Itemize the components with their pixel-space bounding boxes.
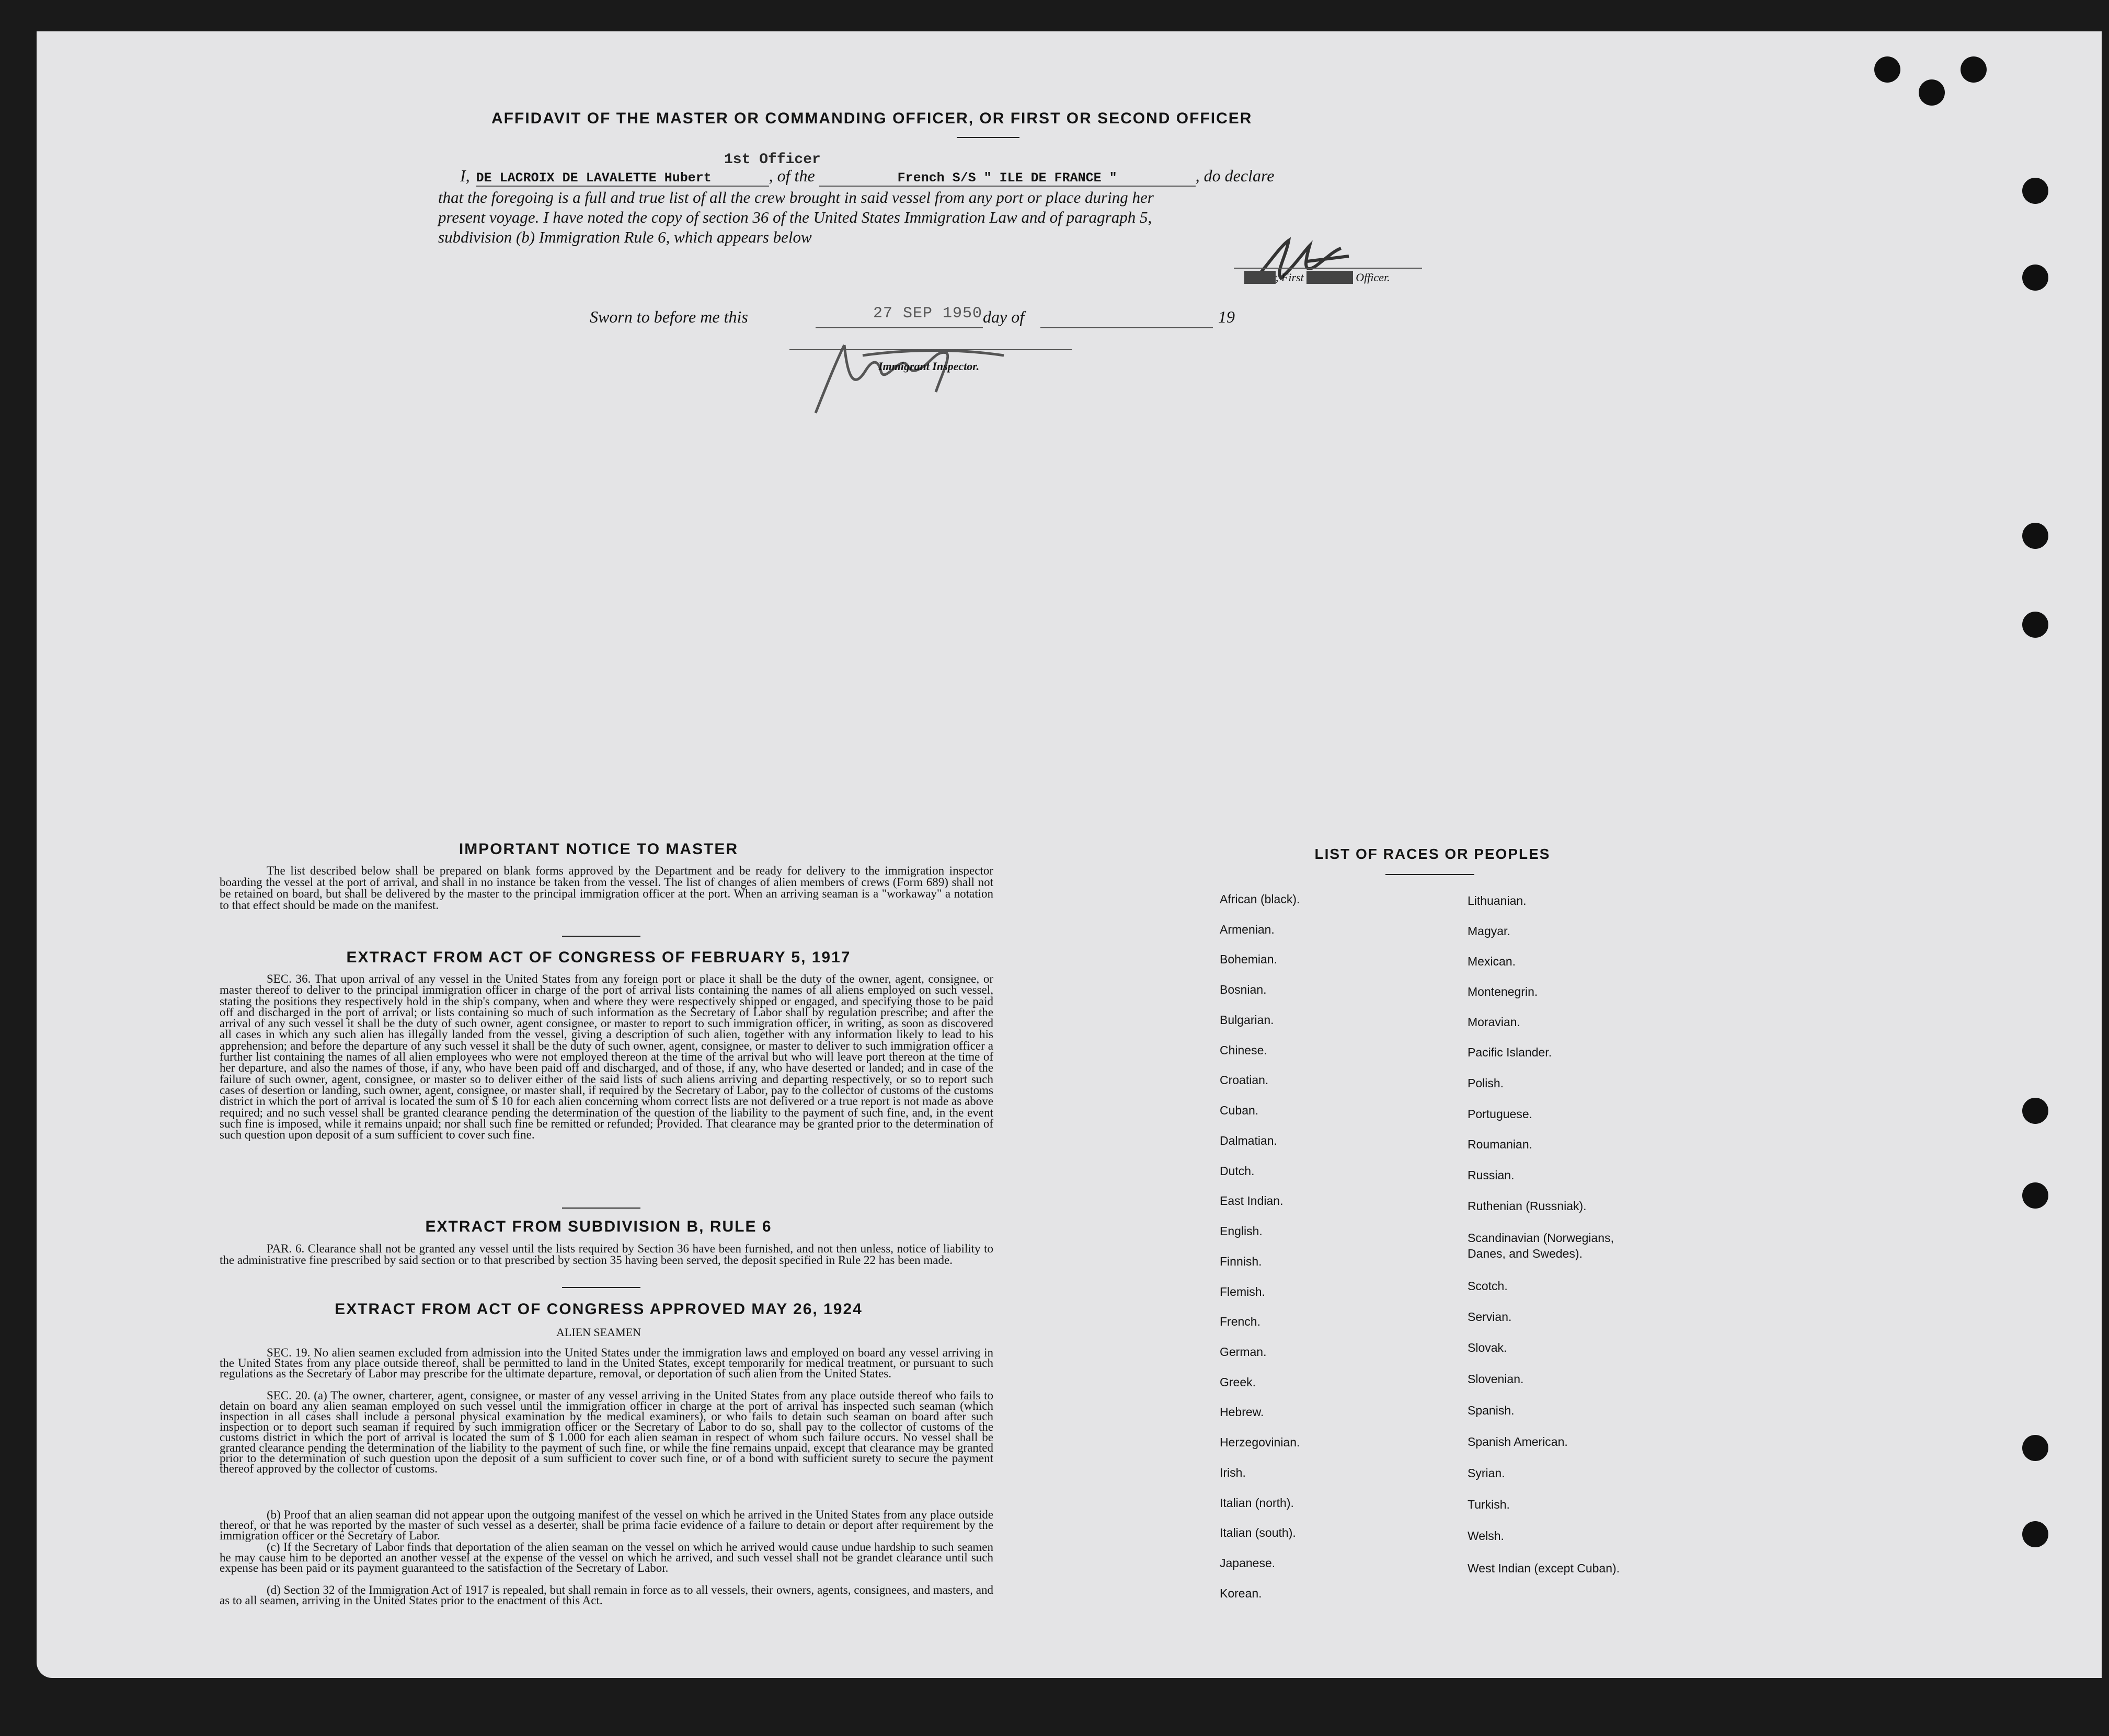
race-item: Magyar.: [1468, 924, 1510, 938]
extract-1917-title: EXTRACT FROM ACT OF CONGRESS OF FEBRUARY 5, 1917: [346, 949, 851, 966]
race-item: Polish.: [1468, 1076, 1504, 1090]
race-item: West Indian (except Cuban).: [1468, 1561, 1620, 1575]
affidavit-line-3: present voyage. I have noted the copy of section 36 of the United States Immigration Law and of paragraph 5,: [438, 208, 1152, 226]
race-item: Scandinavian (Norwegians, Danes, and Swedes).: [1468, 1231, 1614, 1260]
notice-rule: [562, 936, 640, 937]
race-item: Slovak.: [1468, 1341, 1507, 1354]
extract-1924-sec19: SEC. 19. No alien seamen excluded from admission into the United States under the immigration laws and employed on board any vessel arriving in the United States from any place outside thereof, shall be permitted to land in the United States, except temporarily for medical treatment, or pursuant to such regulations as the Secretary of Labor may prescribe for the ultimate departure, removal, or deportation of such alien from the United States.: [220, 1346, 993, 1380]
race-item: Pacific Islander.: [1468, 1045, 1552, 1059]
race-item: Herzegovinian.: [1220, 1435, 1300, 1449]
race-item: Bosnian.: [1220, 983, 1267, 996]
race-item: Spanish.: [1468, 1404, 1515, 1417]
race-item: Lithuanian.: [1468, 894, 1527, 907]
race-item: Ruthenian (Russniak).: [1468, 1199, 1587, 1213]
notice-title: IMPORTANT NOTICE TO MASTER: [459, 841, 739, 858]
race-item: Flemish.: [1220, 1285, 1265, 1298]
race-item: Welsh.: [1468, 1529, 1504, 1543]
punch-hole: [2022, 523, 2048, 549]
race-item: Italian (north).: [1220, 1496, 1294, 1510]
sworn-year: 19: [1218, 307, 1235, 326]
affidavit-prefix: I,: [460, 166, 470, 185]
race-item: Russian.: [1468, 1168, 1515, 1182]
race-item: Japanese.: [1220, 1556, 1276, 1570]
vessel-name: French S/S " ILE DE FRANCE ": [819, 170, 1196, 187]
race-item: English.: [1220, 1224, 1263, 1238]
caption-master-struck: Master: [1244, 271, 1276, 284]
race-item: Finnish.: [1220, 1255, 1262, 1268]
race-item: German.: [1220, 1345, 1267, 1359]
race-item: Bohemian.: [1220, 952, 1277, 966]
inspector-signature: [795, 335, 1025, 418]
race-item: Roumanian.: [1468, 1137, 1533, 1151]
title-rule: [957, 137, 1019, 138]
race-item: Dutch.: [1220, 1164, 1255, 1178]
punch-hole: [1874, 56, 1900, 83]
punch-hole: [2022, 265, 2048, 291]
do-declare-text: , do declare: [1195, 166, 1275, 185]
sworn-date-stamp: 27 SEP 1950: [873, 305, 983, 323]
punch-hole: [2022, 1098, 2048, 1124]
punch-hole: [2022, 612, 2048, 638]
race-item: Portuguese.: [1468, 1107, 1533, 1121]
extract-1917-body: SEC. 36. That upon arrival of any vessel in the United States from any foreign port or place it shall be the duty of the owner, agent, consignee, or master thereof to deliver to the principal immigration officer in charge of the port of arrival lists containing the names of all aliens employed on such vessel, stating the positions they respectively hold in the ship's company, when and where they were respectively shipped or engaged, and specifying those to be paid off and discharged in the port of arrival; or lists containing so much of such information as the Secretary of Labor shall by regulation prescribe; and after the arrival of any such vessel it shall be the duty of such owner, agent consignee, or master to report to such immigration officer, in writing, as soon as discovered all cases in which any such alien has illegally landed from the vessel, giving a description of such alien, together with any information likely to lead to his apprehension; and before the departure of any such vessel it shall be the duty of such owner, agent, consignee, or master to deliver to such immigration officer a further list containing the names of all alien employees who were not employed thereon at the time of the arrival but who will leave port thereon at the time of her departure, and also the names of those, if any, who have been paid off and discharged, and of those, if any, who have deserted or landed; and in case of the failure of such owner, agent, consignee, or master so to deliver either of the said lists of such aliens arriving and departing respectively, or so to report such cases of desertion or landing, such owner, agent, consignee, or master shall, if required by the Secretary of Labor, pay to the collector of customs of the customs district in which the port of arrival is located the sum of $ 10 for each alien concerning whom correct lists are not delivered or a true report is not made as above required; and no such vessel shall be granted clearance pending the determination of the question of the liability to the payment of such fine, and, in the event such fine is imposed, while it remains unpaid; nor shall such fine be remitted or refunded; Provided. That clearance may be granted prior to the determination of such question upon deposit of a sum sufficient to cover such fine.: [220, 972, 993, 1142]
race-item: Turkish.: [1468, 1498, 1510, 1511]
race-item: Cuban.: [1220, 1103, 1259, 1117]
officer-signature-line: [1234, 268, 1422, 269]
race-item: Moravian.: [1468, 1015, 1520, 1029]
race-item: Greek.: [1220, 1375, 1256, 1389]
extract-1924-sec20a: SEC. 20. (a) The owner, charterer, agent, consignee, or master of any vessel arriving in the United States from any place outside thereof who fails to detain on board any alien seaman employed on such vessel until the immigration officer in charge at the port of arrival has inspected such seaman (which inspection in all cases shall include a personal physical examination by the medical examiners), or who fails to detain such seaman on board after such inspection or to deport such seaman if required by such immigration officer or the Secretary of Labor to do so, shall pay to the collector of customs of the customs district in which the port of arrival is located the sum of $ 1.000 for each alien seaman in respect of whom such failure occurs. No vessel shall be granted clearance pending the determination of the liability to the payment of such fine, or while the fine remains unpaid, except that clearance may be granted prior to the determination of such question upon the deposit of a sum sufficient to cover such fine, or of a bond with sufficient surety to secure the payment thereof approved by the collector of customs.: [220, 1389, 993, 1475]
race-item: Servian.: [1468, 1310, 1512, 1324]
punch-hole: [2022, 1182, 2048, 1209]
race-item: Scotch.: [1468, 1279, 1508, 1293]
affidavit-line-2: that the foregoing is a full and true list of all the crew brought in said vessel from any port or place during her: [438, 188, 1154, 206]
race-item: Syrian.: [1468, 1466, 1505, 1480]
caption-first: , First: [1275, 271, 1304, 284]
races-title: LIST OF RACES OR PEOPLES: [1314, 846, 1551, 862]
extract-1924-sec20c: (c) If the Secretary of Labor finds that deportation of the alien seaman on the vessel on which he arrived would cause undue hardship to such seamen he may cause him to be deported an another vessel at the expense of the vessel on which he arrived, and such vessel shall not be grandet clearance until such expense has been paid or its payment guaranteed to the satisfaction of the Secretary of Labor.: [220, 1540, 993, 1574]
races-rule: [1385, 874, 1474, 875]
race-item: French.: [1220, 1315, 1260, 1328]
punch-hole: [1961, 56, 1987, 83]
inspector-caption: Immigrant Inspector.: [878, 360, 980, 373]
affidavit-line-1: [460, 166, 1427, 187]
race-item: Mexican.: [1468, 955, 1516, 968]
officer-name: DE LACROIX DE LAVALETTE Hubert: [476, 170, 769, 187]
race-item: Dalmatian.: [1220, 1134, 1277, 1147]
race-item: Italian (south).: [1220, 1526, 1296, 1539]
punch-hole: [2022, 1435, 2048, 1461]
extract-1924-subtitle: ALIEN SEAMEN: [556, 1326, 641, 1339]
race-item: Irish.: [1220, 1466, 1246, 1479]
caption-officer: Officer.: [1356, 271, 1390, 284]
race-item: East Indian.: [1220, 1194, 1283, 1208]
sworn-prefix: Sworn to before me this: [590, 307, 748, 326]
punch-hole: [2022, 178, 2048, 204]
race-item: Bulgarian.: [1220, 1013, 1274, 1027]
race-item: Montenegrin.: [1468, 985, 1538, 998]
notice-body: The list described below shall be prepared on blank forms approved by the Department and be ready for delivery to the immigration inspector boarding the vessel at the port of arrival, and shall in no instance be taken from the vessel. The list of changes of alien members of crews (Form 689) shall not be retained on board, but shall be delivered by the master to the principal immigration officer at the port. When an arriving seaman is a "workaway" a notation to that effect should be made on the manifest.: [220, 864, 993, 912]
punch-hole: [2022, 1521, 2048, 1547]
rule6-title: EXTRACT FROM SUBDIVISION B, RULE 6: [425, 1218, 772, 1235]
sworn-line: [590, 307, 748, 327]
race-item: Chinese.: [1220, 1043, 1267, 1057]
of-the-text: , of the: [769, 166, 815, 185]
affidavit-title: AFFIDAVIT OF THE MASTER OR COMMANDING OFFICER, OR FIRST OR SECOND OFFICER: [491, 110, 1253, 127]
extract-1924-sec20b: (b) Proof that an alien seaman did not appear upon the outgoing manifest of the vessel on which he arrived in the United States from any place outside thereof, or that he was reported by the master of such vessel as a deserter, shall be prima facie evidence of a failure to detain or deport after requirement by the immigration officer or the Secretary of Labor.: [220, 1508, 993, 1542]
sworn-date-line: [816, 327, 983, 328]
rank-typed: 1st Officer: [724, 152, 821, 168]
caption-second-struck: or Second: [1306, 271, 1353, 284]
punch-hole: [1919, 79, 1945, 106]
extract-1917-rule: [562, 1208, 640, 1209]
race-item: Hebrew.: [1220, 1405, 1264, 1419]
sworn-month-line: [1040, 327, 1213, 328]
race-item: Croatian.: [1220, 1073, 1269, 1087]
race-item: Spanish American.: [1468, 1435, 1568, 1448]
extract-1924-title: EXTRACT FROM ACT OF CONGRESS APPROVED MAY 26, 1924: [335, 1301, 863, 1318]
rule6-body: PAR. 6. Clearance shall not be granted any vessel until the lists required by Section 36 have been furnished, and not then unless, notice of liability to the administrative fine prescribed by said section or to that prescribed by section 35 having been served, the deposit specified in Rule 22 has been made.: [220, 1242, 993, 1267]
race-item: Slovenian.: [1468, 1372, 1524, 1386]
rule6-rule: [562, 1287, 640, 1288]
extract-1924-sec20d: (d) Section 32 of the Immigration Act of 1917 is repealed, but shall remain in force as to all vessels, their owners, agents, consignees, and masters, and as to all seamen, arriving in the United States prior to the enactment of this Act.: [220, 1583, 993, 1607]
signature-caption: [1244, 271, 1390, 284]
sworn-day-of: day of: [983, 307, 1025, 326]
affidavit-line-4: subdivision (b) Immigration Rule 6, which appears below: [438, 228, 812, 246]
race-item: African (black).: [1220, 892, 1300, 906]
race-item: Armenian.: [1220, 923, 1275, 936]
race-item: Korean.: [1220, 1586, 1262, 1600]
